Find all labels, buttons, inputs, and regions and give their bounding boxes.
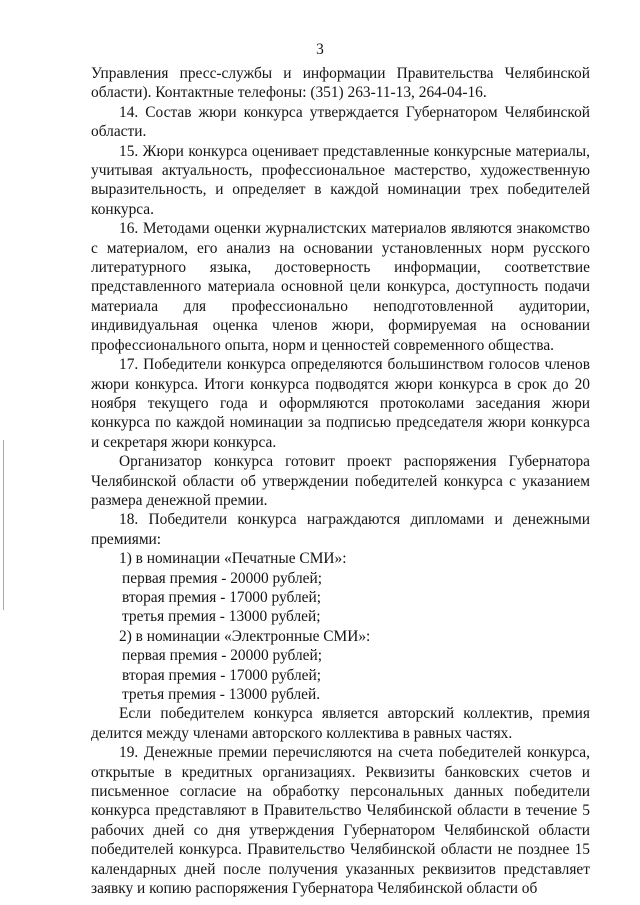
paragraph-18-awards: 18. Победители конкурса награждаются дипломами и денежными премиями: <box>91 511 590 548</box>
prize-item: третья премия - 13000 рублей; <box>122 608 321 626</box>
prize-item: вторая премия - 17000 рублей; <box>122 588 321 606</box>
paragraph-organizer-order: Организатор конкурса готовит проект распоряжения Губернатора Челябинской области об утверждении победителей конкурса с указанием размера денежной премии. <box>91 453 590 509</box>
page-number: 3 <box>316 41 324 58</box>
prize-item: первая премия - 20000 рублей; <box>122 569 323 587</box>
prize-item: третья премия - 13000 рублей. <box>122 686 321 703</box>
document-body <box>91 64 590 898</box>
scan-edge-mark <box>3 440 4 610</box>
paragraph-14-jury-composition: 14. Состав жюри конкурса утверждается Губернатором Челябинской области. <box>91 103 590 141</box>
prize-item: первая премия - 20000 рублей; <box>122 647 323 665</box>
prize-item: вторая премия - 17000 рублей; <box>122 666 321 684</box>
paragraph-15-jury-evaluation: 15. Жюри конкурса оценивает представленные конкурсные материалы, учитывая актуальность, профессиональное мастерство, художественную выразительность, и определяет в каждой номинации трех победителей конкурса. <box>91 142 590 218</box>
paragraph-17-winners-determination: 17. Победители конкурса определяются большинством голосов членов жюри конкурса. Итоги конкурса подводятся жюри конкурса в срок до 20 ноября текущего года и оформляются протоколами заседания жюри конкурса по каждой номинации за подписью председателя жюри конкурса и секретаря жюри конкурса. <box>91 356 590 451</box>
paragraph-press-service-contacts: Управления пресс-службы и информации Правительства Челябинской области). Контактные телефоны: (351) 263-11-13, 264-04-16. <box>91 65 590 102</box>
paragraph-19-prize-transfer: 19. Денежные премии перечисляются на счета победителей конкурса, открытые в кредитных организациях. Реквизиты банковских счетов и письменное согласие на обработку персональных данных победители конкурса представляют в Правительство Челябинской области в течение 5 рабочих дней со дня утверждения Губернатором Челябинской области победителей конкурса. Правительство Челябинской области не позднее 15 календарных дней после получения указанных реквизитов представляет заявку и копию распоряжения Губернатора Челябинской области об <box>91 744 590 898</box>
nomination-electronic-media: 2) в номинации «Электронные СМИ»: <box>119 627 371 645</box>
paragraph-author-collective: Если победителем конкурса является авторский коллектив, премия делится между членами авторского коллектива в равных частях. <box>91 705 590 742</box>
prize-list <box>91 549 590 704</box>
paragraph-16-evaluation-methods: 16. Методами оценки журналистских материалов являются знакомство с материалом, его анализ на основании установленных норм русского литературного языка, достоверность информации, соответствие представленного материала основной цели конкурса, доступность подачи материала для профессионально неподготовленной аудитории, индивидуальная оценка членов жюри, формируемая на основании профессионального опыта, норм и ценностей современного общества. <box>91 220 590 354</box>
nomination-print-media: 1) в номинации «Печатные СМИ»: <box>119 550 347 568</box>
